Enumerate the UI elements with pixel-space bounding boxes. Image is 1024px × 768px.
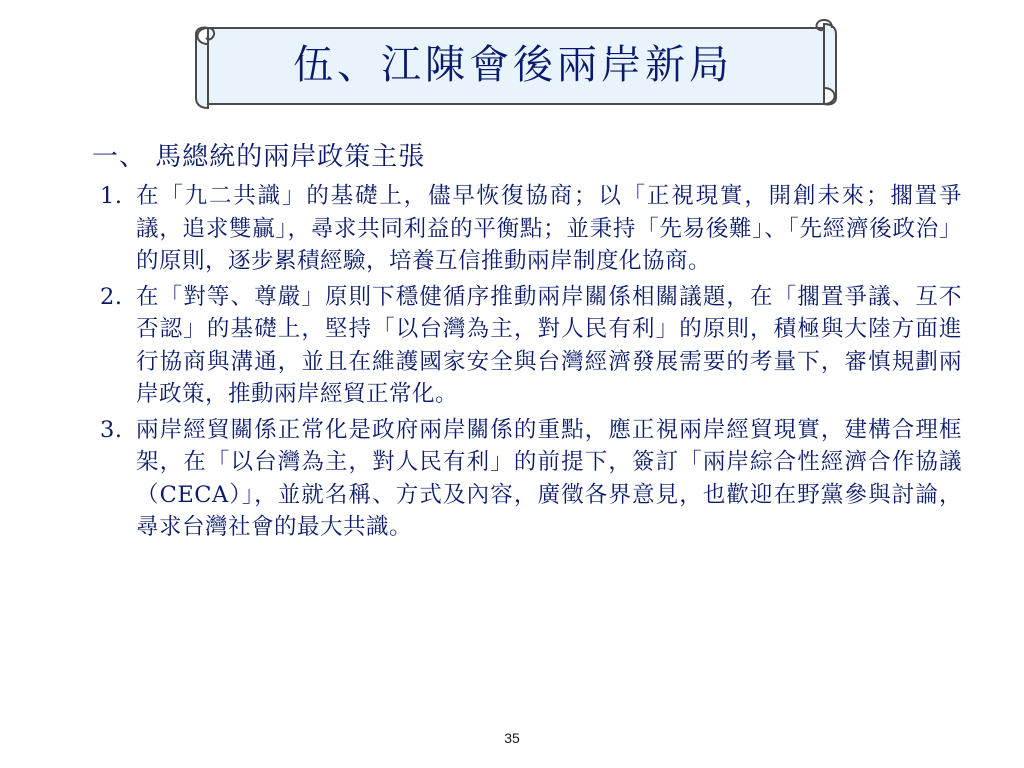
list-item xyxy=(92,414,962,544)
title-scroll-banner xyxy=(190,14,838,114)
slide-content xyxy=(92,140,962,547)
item-number: 3. xyxy=(100,416,123,443)
item-number: 1. xyxy=(100,183,123,209)
list-item xyxy=(92,281,962,411)
list-item xyxy=(92,180,962,278)
item-text: 在「對等、尊嚴」原則下穩健循序推動兩岸關係相關議題，在「擱置爭議、互不否認」的基礎上，堅持「以台灣為主，對人民有利」的原則，積極與大陸方面進行協商與溝通，並且在維護國家安全與台灣經濟發展需要的考量下，審慎規劃兩岸政策，推動兩岸經貿正常化。 xyxy=(136,283,962,407)
policy-list xyxy=(92,180,962,544)
item-text: 兩岸經貿關係正常化是政府兩岸關係的重點，應正視兩岸經貿現實，建構合理框架，在「以台灣為主，對人民有利」的前提下，簽訂「兩岸綜合性經濟合作協議（CECA）」，並就名稱、方式及內容，廣徵各界意見，也歡迎在野黨參與討論，尋求台灣社會的最大共識。 xyxy=(136,416,962,540)
slide-title: 伍、江陳會後兩岸新局 xyxy=(293,42,733,88)
page-number: 35 xyxy=(504,730,520,746)
item-number: 2. xyxy=(100,283,123,310)
section-heading: 一、 馬總統的兩岸政策主張 xyxy=(92,142,426,172)
item-text: 在「九二共識」的基礎上，儘早恢復協商；以「正視現實，開創未來；擱置爭議，追求雙贏」，尋求共同利益的平衡點；並秉持「先易後難」、「先經濟後政治」的原則，逐步累積經驗，培養互信推動兩岸制度化協商。 xyxy=(136,183,962,274)
